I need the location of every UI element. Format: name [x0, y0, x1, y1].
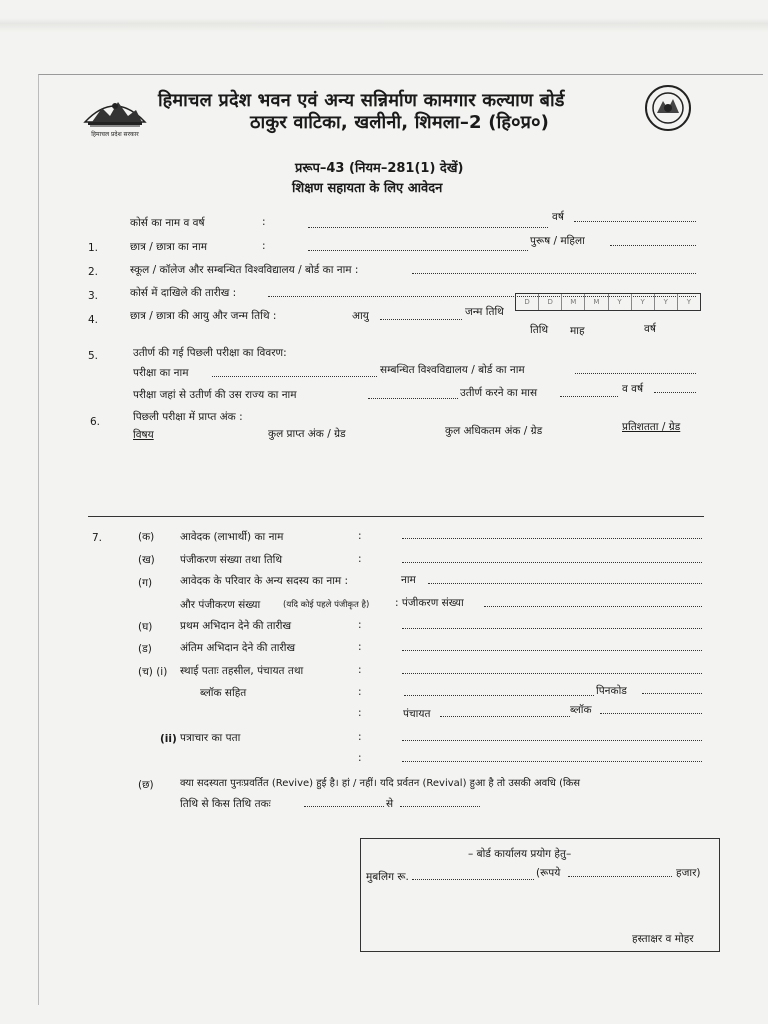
marks-label: पिछली परीक्षा में प्राप्त अंक :	[133, 411, 243, 423]
item-e-marker: (ड)	[138, 643, 152, 655]
amount-input[interactable]	[412, 879, 534, 880]
row-number-7: 7.	[92, 532, 103, 544]
last-exam-label: उतीर्ण की गई पिछली परीक्षा का विवरण:	[133, 347, 287, 359]
pincode-input[interactable]	[642, 693, 702, 694]
row-number-3: 3.	[88, 290, 99, 302]
board-seal-icon	[643, 83, 693, 133]
family-reg-input[interactable]	[484, 606, 702, 607]
family-member-name-label: नाम	[401, 574, 416, 586]
registration-label: पंजीकरण संख्या तथा तिथि	[180, 554, 283, 566]
course-name-label: कोर्स का नाम व वर्ष	[130, 217, 205, 229]
dob-year-caption: वर्ष	[644, 323, 656, 335]
year-label: वर्ष	[552, 211, 564, 223]
row-number-1: 1.	[88, 242, 99, 254]
thousand-label: हजार)	[676, 867, 701, 879]
family-reg-note: (यदि कोई पहले पंजीकृत है)	[283, 600, 370, 610]
logo-caption: हिमाचल प्रदेश सरकार	[91, 131, 139, 138]
panchayat-input[interactable]	[440, 716, 570, 717]
dob-box-year[interactable]: Y	[632, 294, 655, 310]
subject-column-header: विषय	[133, 429, 154, 441]
dob-box-month[interactable]: M	[562, 294, 585, 310]
dob-box-year[interactable]: Y	[686, 298, 692, 306]
colon: :	[358, 731, 362, 743]
form-number: प्ररूप–43 (नियम–281(1) देखें)	[295, 161, 464, 176]
rupees-label: (रूपये	[536, 867, 561, 879]
block-input[interactable]	[600, 713, 702, 714]
dob-input-boxes[interactable]	[515, 293, 701, 311]
item-f2-marker: (ii)	[160, 733, 177, 745]
exam-state-label: परीक्षा जहां से उतीर्ण की उस राज्य का नाम	[133, 389, 297, 401]
block-inclusive-label: ब्लॉक सहित	[200, 687, 247, 699]
dob-label: जन्म तिथि	[465, 306, 504, 318]
and-year-label: व वर्ष	[622, 383, 644, 395]
colon: :	[262, 240, 266, 252]
applicant-name-label: आवेदक (लाभार्थी) का नाम	[180, 531, 284, 543]
revival-from-input[interactable]	[304, 806, 384, 807]
exam-name-label: परीक्षा का नाम	[133, 367, 189, 379]
panchayat-label: पंचायत	[403, 708, 431, 720]
dob-box-month[interactable]: M	[585, 294, 608, 310]
course-name-input[interactable]	[308, 227, 548, 228]
student-name-label: छात्र / छात्रा का नाम	[130, 241, 207, 253]
colon: :	[358, 530, 362, 542]
dob-box-day[interactable]: D	[539, 294, 562, 310]
correspondence-address-line2-input[interactable]	[402, 761, 702, 762]
dob-day-caption: तिथि	[530, 324, 549, 336]
family-member-label: आवेदक के परिवार के अन्य सदस्य का नाम :	[180, 575, 349, 587]
age-label: आयु	[352, 310, 369, 322]
school-input[interactable]	[412, 273, 696, 274]
pass-month-input[interactable]	[560, 396, 618, 397]
colon: :	[358, 619, 362, 631]
colon: :	[358, 553, 362, 565]
permanent-address-label: स्थाई पताः तहसील, पंचायत तथा	[180, 665, 304, 677]
dob-month-caption: माह	[570, 325, 585, 337]
family-reg-field-label: : पंजीकरण संख्या	[395, 597, 464, 609]
total-max-column-header: कुल अधिकतम अंक / ग्रेड	[445, 425, 543, 437]
revival-period-label: तिथि से किस तिथि तकः	[180, 798, 271, 810]
pass-month-label: उतीर्ण करने का मास	[460, 387, 538, 399]
section-divider	[88, 516, 704, 517]
correspondence-address-input[interactable]	[402, 740, 702, 741]
school-label: स्कूल / कॉलेज और सम्बन्धित विश्वविद्यालय / बोर्ड का नाम :	[130, 264, 359, 276]
item-a-marker: (क)	[138, 531, 155, 543]
exam-board-label: सम्बन्धित विश्वविद्यालय / बोर्ड का नाम	[380, 364, 525, 376]
pass-year-input[interactable]	[654, 392, 696, 393]
permanent-address-input[interactable]	[402, 673, 702, 674]
applicant-name-input[interactable]	[402, 538, 702, 539]
first-contribution-input[interactable]	[402, 628, 702, 629]
permanent-address-line2-input[interactable]	[404, 695, 594, 696]
row-number-6: 6.	[90, 416, 101, 428]
exam-state-input[interactable]	[368, 398, 458, 399]
colon: :	[358, 752, 362, 764]
colon: :	[358, 641, 362, 653]
board-name: हिमाचल प्रदेश भवन एवं अन्य सन्निर्माण कामगार कल्याण बोर्ड	[158, 90, 565, 111]
colon: :	[262, 216, 266, 228]
dob-box-year[interactable]: Y	[655, 294, 678, 310]
first-contribution-label: प्रथम अभिदान देने की तारीख	[180, 620, 292, 632]
age-dob-label: छात्र / छात्रा की आयु और जन्म तिथि :	[130, 310, 277, 322]
percentage-column-header: प्रतिशतता / ग्रेड	[622, 421, 681, 433]
admission-date-label: कोर्स में दाखिले की तारीख :	[130, 287, 237, 299]
row-number-2: 2.	[88, 266, 99, 278]
revival-from-se: से	[386, 798, 394, 810]
correspondence-address-label: पत्राचार का पता	[180, 732, 241, 744]
colon: :	[358, 664, 362, 676]
exam-board-input[interactable]	[575, 373, 696, 374]
colon: :	[358, 707, 362, 719]
item-f-marker: (च) (i)	[138, 666, 168, 678]
pincode-label: पिनकोड	[596, 685, 627, 697]
item-c-marker: (ग)	[138, 577, 153, 589]
last-contribution-input[interactable]	[402, 650, 702, 651]
item-g-marker: (छ)	[138, 779, 154, 791]
family-member-name-input[interactable]	[428, 583, 702, 584]
year-input[interactable]	[574, 221, 696, 222]
dob-box-day[interactable]: D	[516, 294, 539, 310]
row-number-4: 4.	[88, 314, 99, 326]
last-contribution-label: अंतिम अभिदान देने की तारीख	[180, 642, 296, 654]
colon: :	[358, 686, 362, 698]
item-d-marker: (घ)	[138, 621, 153, 633]
dob-box-year[interactable]: Y	[609, 294, 632, 310]
total-obtained-column-header: कुल प्राप्त अंक / ग्रेड	[268, 428, 346, 440]
revival-question: क्या सदस्यता पुनःप्रवर्तित (Revive) हुई है। हां / नहीं। यदि प्रर्वतन (Revival) हुआ है तो उसकी अवधि (किस	[180, 778, 581, 789]
exam-name-input[interactable]	[212, 376, 377, 377]
board-address: ठाकुर वाटिका, खलीनी, शिमला–2 (हि०प्र०)	[250, 112, 550, 133]
row-number-5: 5.	[88, 350, 99, 362]
family-reg-label: और पंजीकरण संख्या	[180, 599, 261, 611]
block-label: ब्लॉक	[570, 704, 592, 716]
scan-edge	[0, 18, 768, 32]
gender-input[interactable]	[610, 245, 696, 246]
age-input[interactable]	[380, 319, 462, 320]
form-title: शिक्षण सहायता के लिए आवेदन	[292, 181, 443, 196]
amount-label: मुबलिग रू.	[366, 871, 409, 883]
revival-to-input[interactable]	[400, 806, 480, 807]
signature-seal-label: हस्ताक्षर व मोहर	[632, 933, 694, 945]
item-b-marker: (ख)	[138, 554, 155, 566]
rupees-words-input[interactable]	[568, 876, 672, 877]
registration-input[interactable]	[402, 562, 702, 563]
office-use-heading: – बोर्ड कार्यालय प्रयोग हेतु–	[468, 848, 572, 860]
gender-label: पुरूष / महिला	[530, 235, 585, 247]
student-name-input[interactable]	[308, 250, 528, 251]
